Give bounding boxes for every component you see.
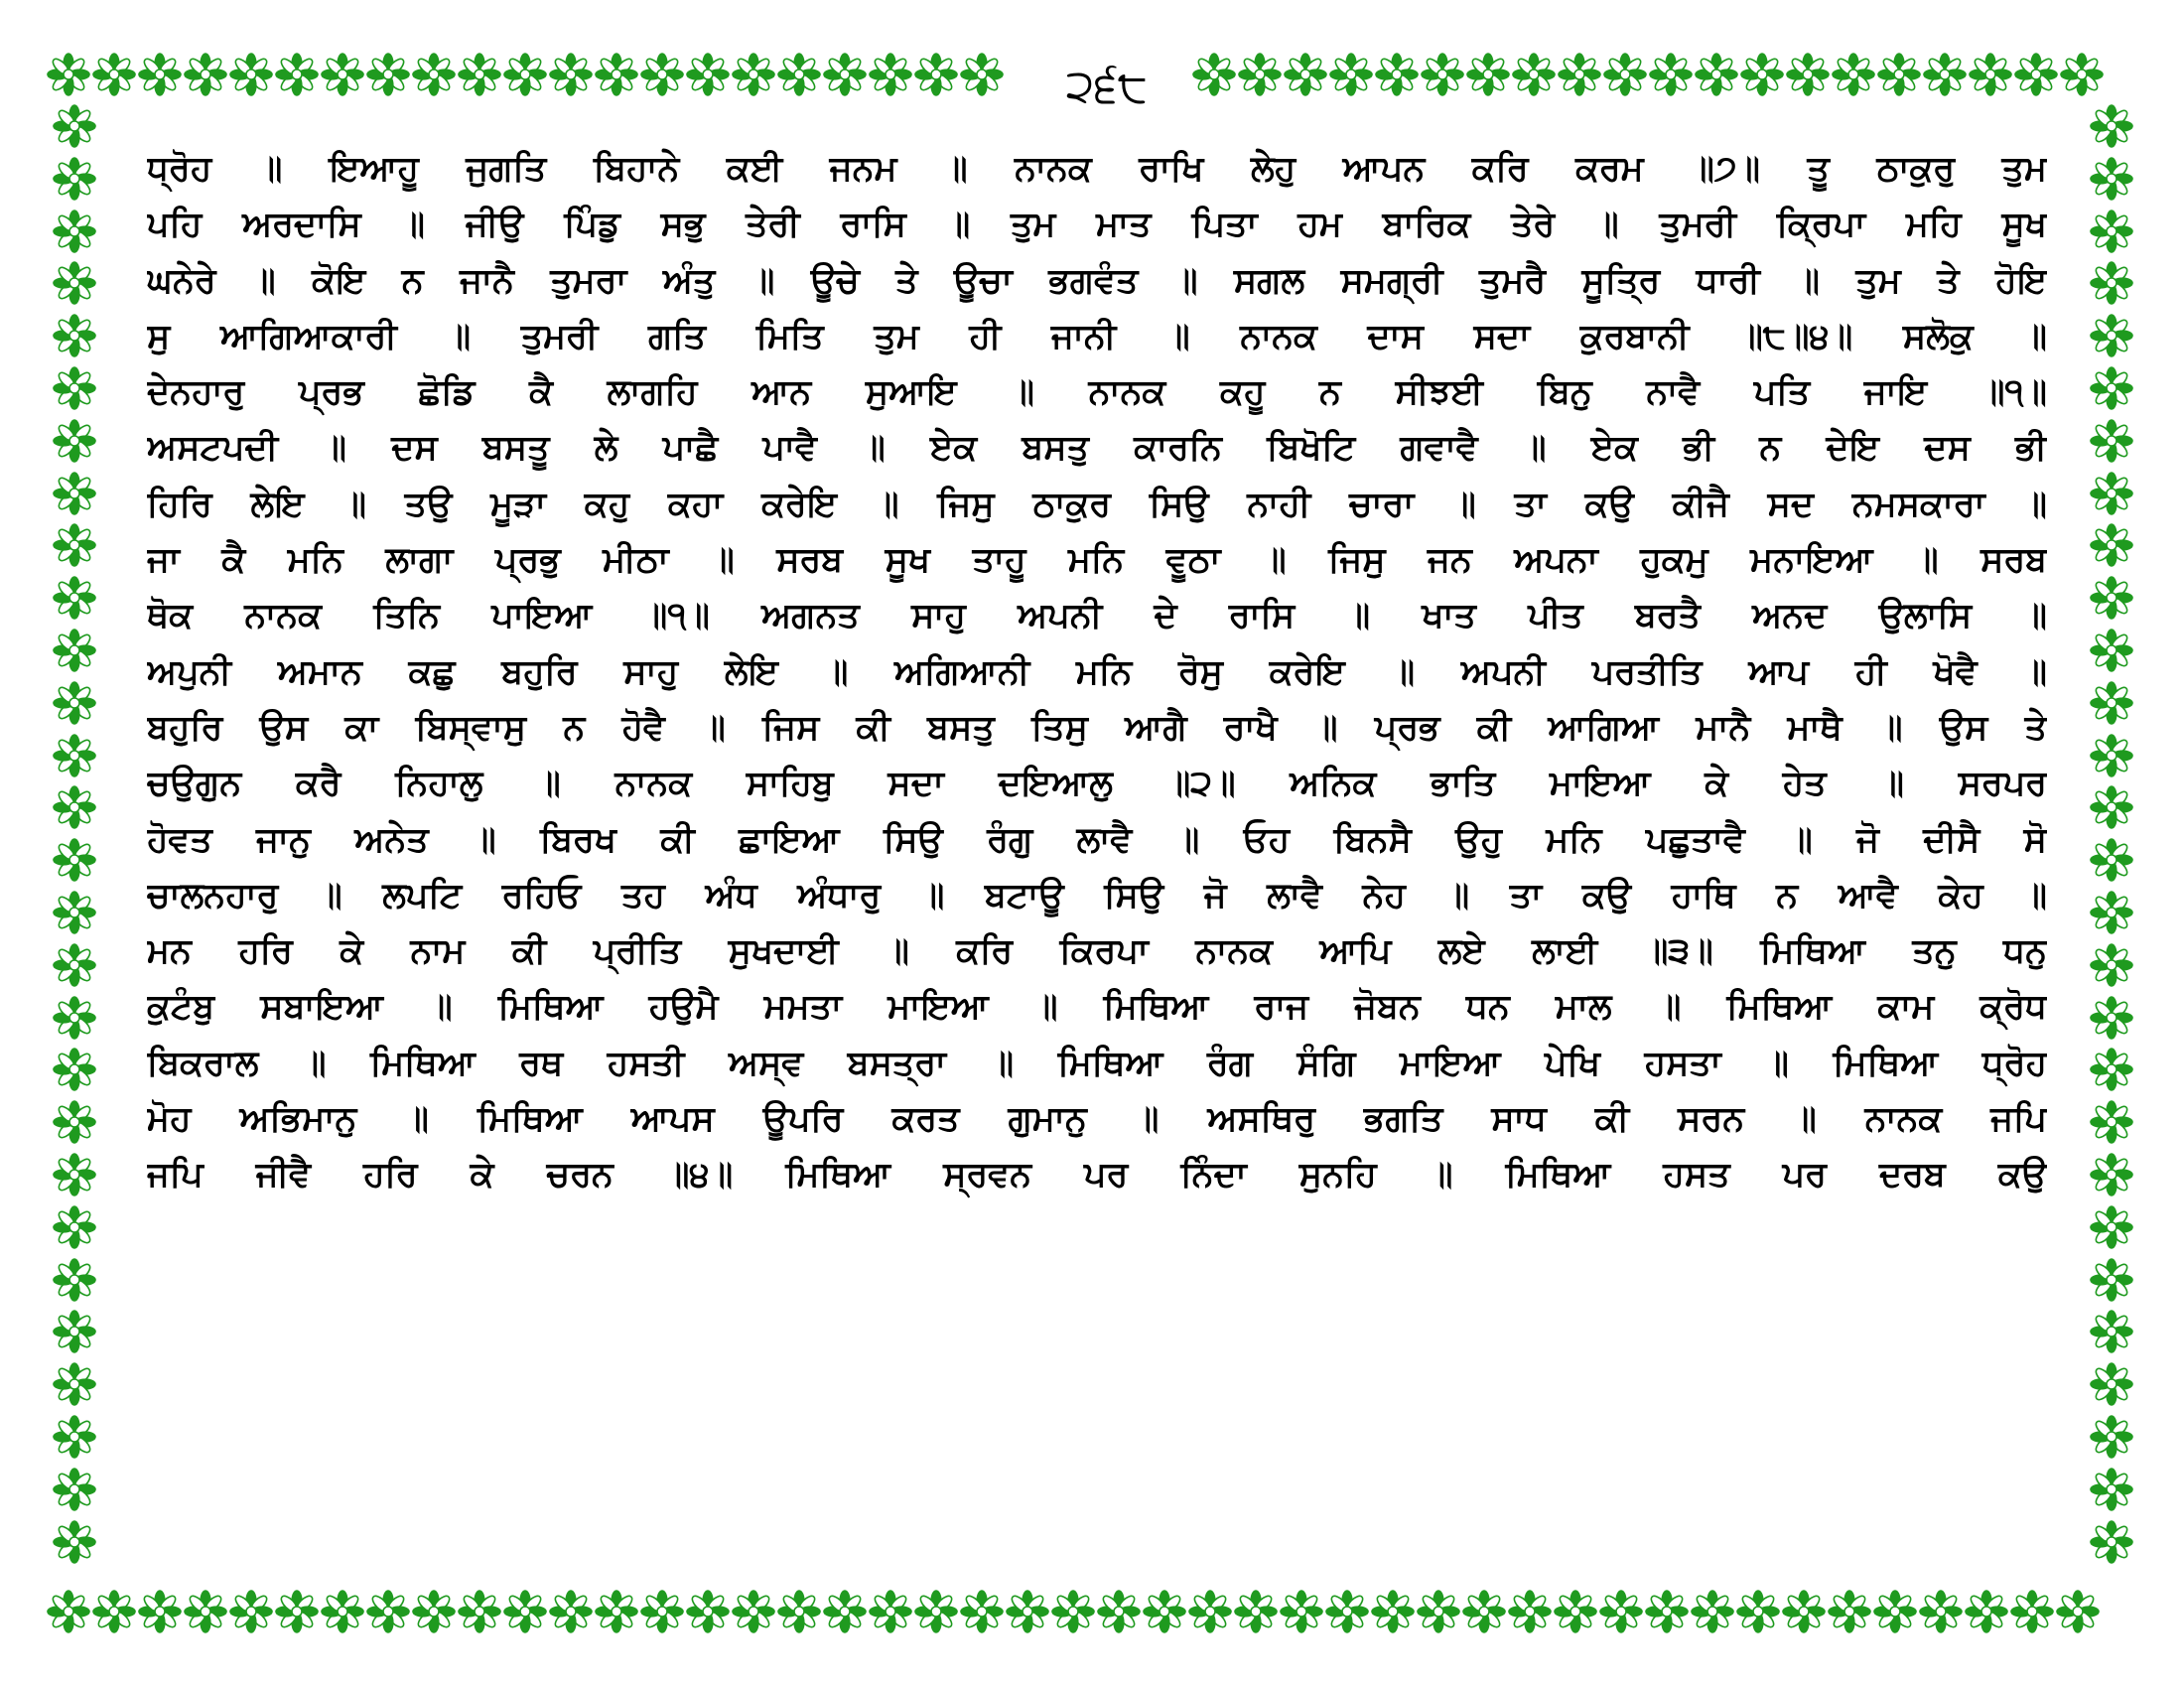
green-flower-icon [2055,1589,2101,1634]
green-flower-icon [2089,1414,2134,1460]
green-flower-icon [52,575,97,621]
green-flower-icon [52,1099,97,1145]
text-line: ਅਪੁਨੀ ਅਮਾਨ ਕਛੁ ਬਹੁਰਿ ਸਾਹੁ ਲੇਇ ॥ ਅਗਿਆਨੀ ਮਨਿ ਰੋਸੁ ਕਰੇਇ ॥ ਅਪਨੀ ਪਰਤੀਤਿ ਆਪ ਹੀ ਖੋਵੈ ॥ [147,651,2047,692]
green-flower-icon [2089,471,2134,516]
text-line: ਹੋਵਤ ਜਾਨੁ ਅਨੇਤ ॥ ਬਿਰਖ ਕੀ ਛਾਇਆ ਸਿਉ ਰੰਗੁ ਲਾਵੈ ॥ ਓਹ ਬਿਨਸੈ ਉਹੁ ਮਨਿ ਪਛੁਤਾਵੈ ॥ ਜੋ ਦੀਸੈ ਸੋ [147,819,2047,860]
green-flower-icon [1922,52,1968,97]
green-flower-icon [52,471,97,516]
green-flower-icon [183,1589,228,1634]
green-flower-icon [1507,1589,1553,1634]
green-flower-icon [1416,1589,1461,1634]
green-flower-icon [183,52,228,97]
green-flower-icon [52,1361,97,1407]
green-flower-icon [91,52,137,97]
green-flower-icon [2089,1257,2134,1303]
green-flower-icon [1648,52,1694,97]
green-flower-icon [457,52,502,97]
text-line: ਥੋਕ ਨਾਨਕ ਤਿਨਿ ਪਾਇਆ ॥੧॥ ਅਗਨਤ ਸਾਹੁ ਅਪਨੀ ਦੇ ਰਾਸਿ ॥ ਖਾਤ ਪੀਤ ਬਰਤੈ ਅਨਦ ਉਲਾਸਿ ॥ [147,596,2047,636]
green-flower-icon [1644,1589,1690,1634]
green-flower-icon [1739,52,1785,97]
text-line: ਹਿਰਿ ਲੇਇ ॥ ਤਉ ਮੂੜਾ ਕਹੁ ਕਹਾ ਕਰੇਇ ॥ ਜਿਸੁ ਠਾਕੁਰ ਸਿਉ ਨਾਹੀ ਚਾਰਾ ॥ ਤਾ ਕਉ ਕੀਜੈ ਸਦ ਨਮਸਕਾਰਾ ॥ [147,484,2047,524]
green-flower-icon [52,313,97,358]
green-flower-icon [639,52,685,97]
green-flower-icon [52,680,97,726]
green-flower-icon [52,995,97,1041]
green-flower-icon [52,418,97,464]
green-flower-icon [2089,1152,2134,1197]
green-flower-icon [1553,1589,1598,1634]
green-flower-icon [1420,52,1465,97]
green-flower-icon [52,522,97,568]
green-flower-icon [1511,52,1557,97]
green-flower-icon [913,52,959,97]
green-flower-icon [1050,1589,1096,1634]
green-flower-icon [1831,52,1876,97]
green-flower-icon [2089,103,2134,149]
border-top-left [46,52,1005,97]
green-flower-icon [52,1257,97,1303]
green-flower-icon [1096,1589,1142,1634]
green-flower-icon [2089,260,2134,306]
text-line: ਕੁਟੰਬੁ ਸਬਾਇਆ ॥ ਮਿਥਿਆ ਹਉਮੈ ਮਮਤਾ ਮਾਇਆ ॥ ਮਿਥਿਆ ਰਾਜ ਜੋਬਨ ਧਨ ਮਾਲ ॥ ਮਿਥਿਆ ਕਾਮ ਕ੍ਰੋਧ [147,987,2047,1028]
green-flower-icon [2089,890,2134,935]
text-line: ਬਿਕਰਾਲ ॥ ਮਿਥਿਆ ਰਥ ਹਸਤੀ ਅਸ੍ਵ ਬਸਤ੍ਰਾ ॥ ਮਿਥਿਆ ਰੰਗ ਸੰਗਿ ਮਾਇਆ ਪੇਖਿ ਹਸਤਾ ॥ ਮਿਥਿਆ ਧ੍ਰੋਹ [147,1043,2047,1083]
green-flower-icon [959,52,1005,97]
green-flower-icon [1324,1589,1370,1634]
text-line: ਸੁ ਆਗਿਆਕਾਰੀ ॥ ਤੁਮਰੀ ਗਤਿ ਮਿਤਿ ਤੁਮ ਹੀ ਜਾਨੀ ॥ ਨਾਨਕ ਦਾਸ ਸਦਾ ਕੁਰਬਾਨੀ ॥੮॥੪॥ ਸਲੋਕੁ ॥ [147,316,2047,356]
green-flower-icon [1785,52,1831,97]
green-flower-icon [1602,52,1648,97]
green-flower-icon [1142,1589,1187,1634]
text-line: ਧ੍ਰੋਹ ॥ ਇਆਹੂ ਜੁਗਤਿ ਬਿਹਾਨੇ ਕਈ ਜਨਮ ॥ ਨਾਨਕ ਰਾਖਿ ਲੇਹੁ ਆਪਨ ਕਰਿ ਕਰਮ ॥੭॥ ਤੂ ਠਾਕੁਰੁ ਤੁਮ [147,149,2047,189]
text-line: ਜਾ ਕੈ ਮਨਿ ਲਾਗਾ ਪ੍ਰਭੁ ਮੀਠਾ ॥ ਸਰਬ ਸੂਖ ਤਾਹੂ ਮਨਿ ਵੂਠਾ ॥ ਜਿਸੁ ਜਨ ਅਪਨਾ ਹੁਕਮੁ ਮਨਾਇਆ ॥ ਸਰਬ [147,540,2047,581]
green-flower-icon [52,942,97,988]
green-flower-icon [2089,837,2134,883]
green-flower-icon [1918,1589,1964,1634]
green-flower-icon [46,1589,91,1634]
green-flower-icon [639,1589,685,1634]
green-flower-icon [52,1519,97,1565]
green-flower-icon [731,1589,776,1634]
green-flower-icon [137,52,183,97]
green-flower-icon [868,1589,913,1634]
green-flower-icon [46,52,91,97]
green-flower-icon [52,209,97,254]
text-line: ਬਹੁਰਿ ਉਸ ਕਾ ਬਿਸ੍ਵਾਸੁ ਨ ਹੋਵੈ ॥ ਜਿਸ ਕੀ ਬਸਤੁ ਤਿਸੁ ਆਗੈ ਰਾਖੈ ॥ ਪ੍ਰਭ ਕੀ ਆਗਿਆ ਮਾਨੈ ਮਾਥੈ ॥ ਉਸ ਤੇ [147,707,2047,748]
green-flower-icon [2059,52,2105,97]
green-flower-icon [2089,942,2134,988]
green-flower-icon [1872,1589,1918,1634]
green-flower-icon [548,52,594,97]
green-flower-icon [868,52,913,97]
green-flower-icon [1694,52,1739,97]
green-flower-icon [2089,1467,2134,1512]
text-line: ਚਉਗੁਨ ਕਰੈ ਨਿਹਾਲੁ ॥ ਨਾਨਕ ਸਾਹਿਬੁ ਸਦਾ ਦਇਆਲੁ ॥੨॥ ਅਨਿਕ ਭਾਤਿ ਮਾਇਆ ਕੇ ਹੇਤ ॥ ਸਰਪਰ [147,764,2047,804]
green-flower-icon [1279,1589,1324,1634]
green-flower-icon [1964,1589,2009,1634]
text-line: ਅਸਟਪਦੀ ॥ ਦਸ ਬਸਤੂ ਲੇ ਪਾਛੈ ਪਾਵੈ ॥ ਏਕ ਬਸਤੁ ਕਾਰਨਿ ਬਿਖੋਟਿ ਗਵਾਵੈ ॥ ਏਕ ਭੀ ਨ ਦੇਇ ਦਸ ਭੀ [147,428,2047,469]
text-line: ਮਨ ਹਰਿ ਕੇ ਨਾਮ ਕੀ ਪ੍ਰੀਤਿ ਸੁਖਦਾਈ ॥ ਕਰਿ ਕਿਰਪਾ ਨਾਨਕ ਆਪਿ ਲਏ ਲਾਈ ॥੩॥ ਮਿਥਿਆ ਤਨੁ ਧਨੁ [147,931,2047,972]
green-flower-icon [2089,995,2134,1041]
green-flower-icon [1876,52,1922,97]
green-flower-icon [1827,1589,1872,1634]
green-flower-icon [320,52,365,97]
green-flower-icon [685,52,731,97]
green-flower-icon [52,628,97,673]
green-flower-icon [52,837,97,883]
green-flower-icon [1781,1589,1827,1634]
page-number: ੨੬੮ [1032,56,1181,115]
green-flower-icon [502,1589,548,1634]
green-flower-icon [52,1204,97,1250]
green-flower-icon [1690,1589,1735,1634]
green-flower-icon [2089,1361,2134,1407]
green-flower-icon [685,1589,731,1634]
green-flower-icon [1233,1589,1279,1634]
green-flower-icon [2089,156,2134,202]
green-flower-icon [594,1589,639,1634]
green-flower-icon [52,784,97,830]
green-flower-icon [457,1589,502,1634]
green-flower-icon [2089,209,2134,254]
green-flower-icon [274,1589,320,1634]
border-top-right [1191,52,2105,97]
green-flower-icon [2013,52,2059,97]
green-flower-icon [1005,1589,1050,1634]
green-flower-icon [274,52,320,97]
green-flower-icon [548,1589,594,1634]
green-flower-icon [52,1047,97,1092]
green-flower-icon [2089,575,2134,621]
green-flower-icon [2089,1047,2134,1092]
green-flower-icon [52,260,97,306]
green-flower-icon [1237,52,1283,97]
green-flower-icon [1187,1589,1233,1634]
green-flower-icon [2089,680,2134,726]
green-flower-icon [52,365,97,411]
green-flower-icon [228,52,274,97]
green-flower-icon [52,1414,97,1460]
green-flower-icon [2089,1204,2134,1250]
green-flower-icon [2089,733,2134,778]
green-flower-icon [1283,52,1328,97]
green-flower-icon [1374,52,1420,97]
green-flower-icon [822,1589,868,1634]
green-flower-icon [228,1589,274,1634]
green-flower-icon [502,52,548,97]
green-flower-icon [52,156,97,202]
green-flower-icon [411,52,457,97]
green-flower-icon [913,1589,959,1634]
text-line: ਮੋਹ ਅਭਿਮਾਨੁ ॥ ਮਿਥਿਆ ਆਪਸ ਊਪਰਿ ਕਰਤ ਗੁਮਾਨੁ ॥ ਅਸਥਿਰੁ ਭਗਤਿ ਸਾਧ ਕੀ ਸਰਨ ॥ ਨਾਨਕ ਜਪਿ [147,1099,2047,1140]
text-line: ਪਹਿ ਅਰਦਾਸਿ ॥ ਜੀਉ ਪਿੰਡੁ ਸਭੁ ਤੇਰੀ ਰਾਸਿ ॥ ਤੁਮ ਮਾਤ ਪਿਤਾ ਹਮ ਬਾਰਿਕ ਤੇਰੇ ॥ ਤੁਮਰੀ ਕ੍ਰਿਪਾ ਮਹਿ ਸੂਖ [147,205,2047,245]
green-flower-icon [2089,418,2134,464]
green-flower-icon [2089,365,2134,411]
green-flower-icon [52,1467,97,1512]
text-line: ਦੇਨਹਾਰੁ ਪ੍ਰਭ ਛੋਡਿ ਕੈ ਲਾਗਹਿ ਆਨ ਸੁਆਇ ॥ ਨਾਨਕ ਕਹੂ ਨ ਸੀਝਈ ਬਿਨੁ ਨਾਵੈ ਪਤਿ ਜਾਇ ॥੧॥ [147,372,2047,413]
green-flower-icon [822,52,868,97]
green-flower-icon [1461,1589,1507,1634]
green-flower-icon [1557,52,1602,97]
green-flower-icon [1598,1589,1644,1634]
green-flower-icon [1328,52,1374,97]
green-flower-icon [594,52,639,97]
green-flower-icon [365,52,411,97]
text-line: ਘਨੇਰੇ ॥ ਕੋਇ ਨ ਜਾਨੈ ਤੁਮਰਾ ਅੰਤੁ ॥ ਊਚੇ ਤੇ ਊਚਾ ਭਗਵੰਤ ॥ ਸਗਲ ਸਮਗ੍ਰੀ ਤੁਮਰੈ ਸੂਤ੍ਰਿ ਧਾਰੀ ॥ ਤੁਮ ਤੇ ਹੋਇ [147,260,2047,301]
green-flower-icon [1465,52,1511,97]
green-flower-icon [959,1589,1005,1634]
green-flower-icon [52,1309,97,1354]
border-right [2089,103,2134,1571]
green-flower-icon [52,103,97,149]
green-flower-icon [2089,313,2134,358]
green-flower-icon [1191,52,1237,97]
green-flower-icon [2009,1589,2055,1634]
green-flower-icon [776,52,822,97]
green-flower-icon [52,890,97,935]
green-flower-icon [2089,1309,2134,1354]
green-flower-icon [1370,1589,1416,1634]
green-flower-icon [2089,784,2134,830]
border-bottom [46,1589,2101,1634]
text-line: ਜਪਿ ਜੀਵੈ ਹਰਿ ਕੇ ਚਰਨ ॥੪॥ ਮਿਥਿਆ ਸ੍ਰਵਨ ਪਰ ਨਿੰਦਾ ਸੁਨਹਿ ॥ ਮਿਥਿਆ ਹਸਤ ਪਰ ਦਰਬ ਕਉ [147,1155,2047,1196]
green-flower-icon [91,1589,137,1634]
green-flower-icon [2089,522,2134,568]
text-line: ਚਾਲਨਹਾਰੁ ॥ ਲਪਟਿ ਰਹਿਓ ਤਹ ਅੰਧ ਅੰਧਾਰੁ ॥ ਬਟਾਊ ਸਿਉ ਜੋ ਲਾਵੈ ਨੇਹ ॥ ਤਾ ਕਉ ਹਾਥਿ ਨ ਆਵੈ ਕੇਹ ॥ [147,875,2047,915]
green-flower-icon [320,1589,365,1634]
green-flower-icon [137,1589,183,1634]
green-flower-icon [1968,52,2013,97]
green-flower-icon [776,1589,822,1634]
green-flower-icon [2089,628,2134,673]
green-flower-icon [411,1589,457,1634]
green-flower-icon [731,52,776,97]
green-flower-icon [365,1589,411,1634]
green-flower-icon [52,1152,97,1197]
border-left [52,103,97,1571]
green-flower-icon [2089,1099,2134,1145]
green-flower-icon [1735,1589,1781,1634]
green-flower-icon [2089,1519,2134,1565]
green-flower-icon [52,733,97,778]
scripture-text [147,141,2047,1531]
